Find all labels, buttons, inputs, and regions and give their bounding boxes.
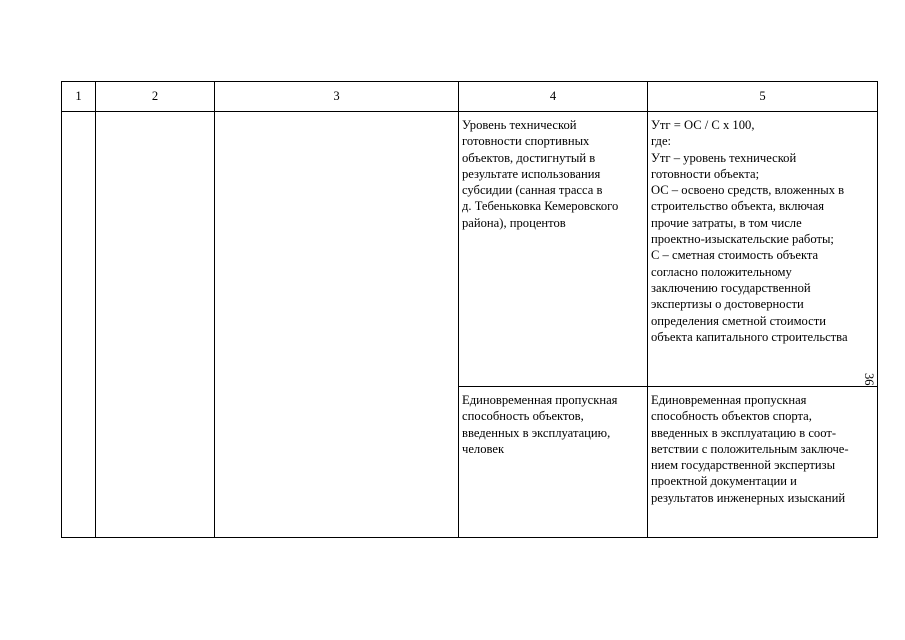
merged-cell-col-3 (215, 112, 459, 538)
merged-cell-col-2 (96, 112, 215, 538)
text-line: Единовременная пропускная (651, 393, 807, 407)
text-line: д. Тебеньковка Кемеровского (462, 199, 619, 214)
text-line: Уровень технической (462, 118, 577, 132)
text-line: проектно-изыскательские работы; (651, 232, 834, 247)
text-line: нием государственной экспертизы (651, 458, 836, 473)
text-line: способность объектов спорта, (651, 409, 812, 424)
text-line: С – сметная стоимость объекта (651, 248, 819, 263)
text-line: объекта капитального строительства (651, 329, 848, 344)
merged-cell-col-1 (62, 112, 96, 538)
text-line: прочие затраты, в том числе (651, 215, 802, 230)
header-cell-3: 3 (215, 82, 459, 112)
text-line: результате использования (462, 166, 601, 181)
method-cell (648, 387, 878, 538)
text-line: ветствии с положительным заключе- (651, 441, 849, 456)
text-line: где: (651, 134, 672, 149)
text-line: Утг – уровень технической (651, 150, 797, 165)
text-line: введенных в эксплуатацию, (462, 425, 611, 440)
text-line: способность объектов, (462, 409, 584, 424)
page-number: 36 (862, 373, 876, 386)
text-line: готовности объекта; (651, 166, 760, 181)
indicator-table (61, 81, 878, 538)
indicator-text (459, 112, 647, 231)
indicator-cell (459, 387, 648, 538)
header-cell-2: 2 (96, 82, 215, 112)
text-line: субсидии (санная трасса в (462, 183, 603, 198)
text-line: введенных в эксплуатацию в соот- (651, 425, 837, 440)
indicator-text (459, 387, 647, 457)
text-line: объектов, достигнутый в (462, 150, 596, 165)
table-header-row (62, 82, 878, 112)
text-line: заключению государственной (651, 280, 811, 295)
table-row (62, 112, 878, 387)
method-text (648, 387, 877, 506)
header-cell-5: 5 (648, 82, 878, 112)
text-line: строительство объекта, включая (651, 199, 825, 214)
text-line: готовности спортивных (462, 134, 590, 149)
header-cell-4: 4 (459, 82, 648, 112)
header-cell-1: 1 (62, 82, 96, 112)
text-line: Утг = ОС / С х 100, (651, 118, 755, 132)
text-line: экспертизы о достоверности (651, 297, 804, 312)
text-line: результатов инженерных изысканий (651, 490, 846, 505)
text-line: определения сметной стоимости (651, 313, 827, 328)
indicator-cell (459, 112, 648, 387)
text-line: проектной документации и (651, 474, 797, 489)
text-line: Единовременная пропускная (462, 393, 618, 407)
method-text (648, 112, 877, 345)
text-line: человек (462, 441, 505, 456)
text-line: ОС – освоено средств, вложенных в (651, 183, 845, 198)
method-cell (648, 112, 878, 387)
text-line: района), процентов (462, 215, 566, 230)
text-line: согласно положительному (651, 264, 792, 279)
